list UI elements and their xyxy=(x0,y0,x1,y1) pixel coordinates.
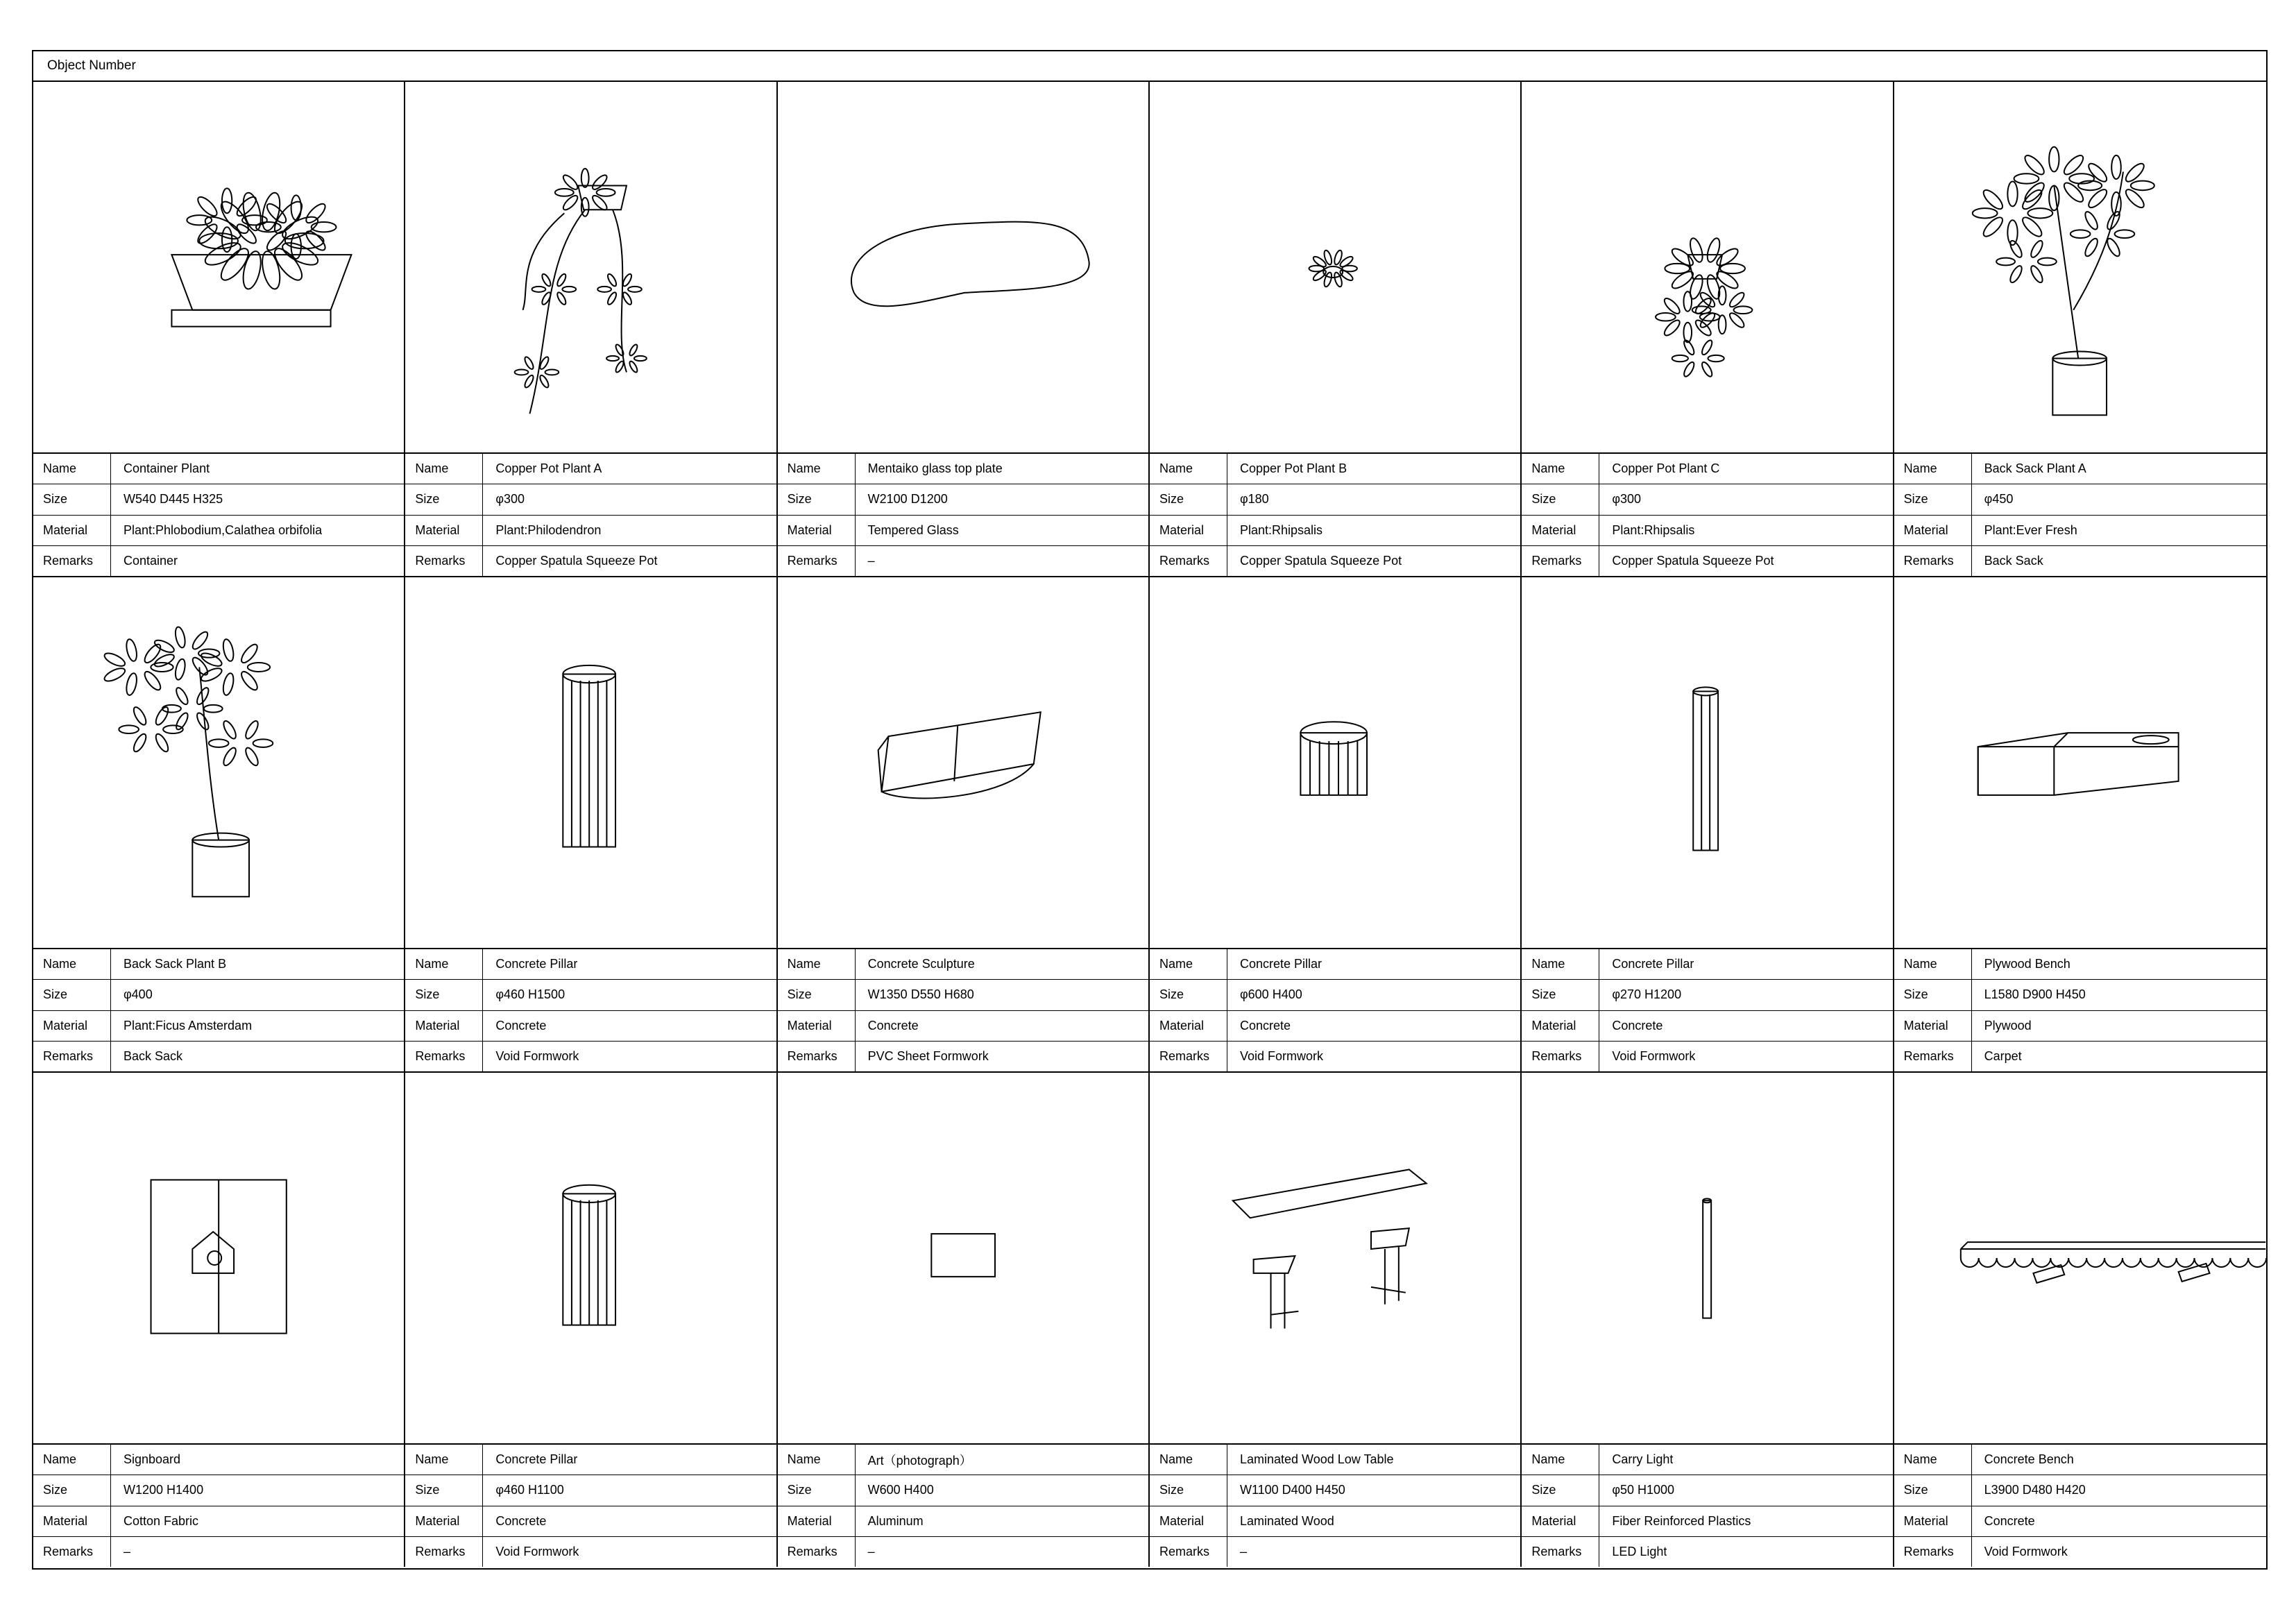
object-material: Plant:Phlobodium,Calathea orbifolia xyxy=(124,522,323,537)
object-remarks: LED Light xyxy=(1612,1544,1667,1558)
object-size: φ450 xyxy=(1984,492,2014,507)
photo-frame-icon xyxy=(778,1073,1148,1445)
plywood-bench-icon xyxy=(1894,577,2266,949)
size-row xyxy=(778,484,1148,515)
object-name: Mentaiko glass top plate xyxy=(867,461,1003,476)
object-size: L3900 D480 H420 xyxy=(1984,1483,2086,1497)
object-size: φ460 H1100 xyxy=(495,1483,564,1497)
object-remarks: Back Sack xyxy=(124,1048,183,1063)
size-row xyxy=(778,980,1148,1010)
object-material: Laminated Wood xyxy=(1239,1513,1334,1528)
object-material: Plywood xyxy=(1984,1018,2032,1033)
object-material: Plant:Ever Fresh xyxy=(1984,522,2077,537)
remarks-label: Remarks xyxy=(1150,1042,1227,1071)
name-label: Name xyxy=(1522,1445,1599,1475)
size-label: Size xyxy=(1894,484,1972,514)
material-row xyxy=(33,516,404,546)
remarks-row xyxy=(778,546,1148,576)
slim-pillar-icon-drawing xyxy=(1522,577,1892,948)
object-name: Copper Pot Plant C xyxy=(1612,461,1720,476)
size-row xyxy=(33,1475,404,1506)
material-row xyxy=(778,1011,1148,1042)
material-label: Material xyxy=(33,516,111,545)
name-row xyxy=(405,454,776,484)
material-label: Material xyxy=(33,1506,111,1536)
medium-fluted-pillar-icon-drawing xyxy=(405,1073,776,1443)
size-row xyxy=(1894,980,2266,1010)
material-label: Material xyxy=(1522,1506,1599,1536)
name-label: Name xyxy=(1150,1445,1227,1475)
object-remarks: Carpet xyxy=(1984,1048,2022,1063)
object-name: Back Sack Plant A xyxy=(1984,461,2086,476)
name-label: Name xyxy=(778,454,856,484)
name-row xyxy=(1522,949,1892,980)
name-label: Name xyxy=(778,1445,856,1475)
size-label: Size xyxy=(1522,1475,1599,1505)
object-size: φ600 H400 xyxy=(1239,987,1302,1002)
name-row xyxy=(778,454,1148,484)
remarks-row xyxy=(1894,1537,2266,1567)
size-label: Size xyxy=(1150,1475,1227,1505)
object-material: Plant:Rhipsalis xyxy=(1612,522,1695,537)
object-cell xyxy=(778,577,1150,1073)
object-cell xyxy=(33,82,405,577)
object-name: Concrete Pillar xyxy=(1612,957,1694,971)
object-cell xyxy=(1894,1073,2266,1567)
object-size: φ300 xyxy=(1612,492,1642,507)
material-row xyxy=(405,516,776,546)
remarks-label: Remarks xyxy=(405,1042,483,1071)
object-name: Container Plant xyxy=(124,461,210,476)
name-row xyxy=(405,1445,776,1475)
size-label: Size xyxy=(1150,980,1227,1010)
spec-table xyxy=(405,1445,776,1567)
spec-table xyxy=(1522,1445,1892,1567)
size-label: Size xyxy=(778,1475,856,1505)
material-row xyxy=(1522,1506,1892,1537)
hanging-plant-icon xyxy=(1522,82,1892,454)
name-row xyxy=(778,949,1148,980)
rod-light-icon-drawing xyxy=(1522,1073,1892,1443)
material-label: Material xyxy=(778,1011,856,1041)
name-label: Name xyxy=(778,949,856,979)
object-material: Cotton Fabric xyxy=(124,1513,199,1528)
tall-fluted-pillar-icon-drawing xyxy=(405,577,776,948)
material-row xyxy=(33,1506,404,1537)
object-remarks: – xyxy=(124,1544,131,1558)
name-row xyxy=(1522,1445,1892,1475)
name-row xyxy=(33,454,404,484)
signboard-icon xyxy=(33,1073,404,1445)
plywood-bench-icon-drawing xyxy=(1894,577,2266,948)
spec-table xyxy=(1894,949,2266,1071)
small-plant-icon-drawing xyxy=(1150,82,1520,452)
spec-table xyxy=(1522,949,1892,1071)
hanging-vine-plant-icon-drawing xyxy=(405,82,776,452)
potted-tree-icon-drawing xyxy=(1894,82,2266,452)
remarks-label: Remarks xyxy=(778,546,856,576)
object-cell xyxy=(1894,82,2266,577)
object-material: Concrete xyxy=(1612,1018,1663,1033)
name-label: Name xyxy=(405,1445,483,1475)
size-row xyxy=(1894,484,2266,515)
material-label: Material xyxy=(1150,516,1227,545)
spec-table xyxy=(1894,1445,2266,1567)
name-label: Name xyxy=(33,454,111,484)
size-row xyxy=(778,1475,1148,1506)
remarks-label: Remarks xyxy=(1894,1537,1972,1567)
size-label: Size xyxy=(33,484,111,514)
remarks-row xyxy=(33,1537,404,1567)
name-row xyxy=(778,1445,1148,1475)
name-label: Name xyxy=(1522,454,1599,484)
spec-table xyxy=(405,454,776,576)
spec-table xyxy=(33,949,404,1071)
size-row xyxy=(1522,980,1892,1010)
remarks-label: Remarks xyxy=(1150,1537,1227,1567)
remarks-row xyxy=(1894,546,2266,576)
remarks-row xyxy=(1150,1537,1520,1567)
object-size: W1350 D550 H680 xyxy=(867,987,974,1002)
object-material: Concrete xyxy=(1239,1018,1291,1033)
low-table-icon-drawing xyxy=(1150,1073,1520,1443)
remarks-row xyxy=(33,546,404,576)
material-label: Material xyxy=(405,1011,483,1041)
object-remarks: Void Formwork xyxy=(1984,1544,2068,1558)
name-label: Name xyxy=(1150,454,1227,484)
name-row xyxy=(33,949,404,980)
remarks-label: Remarks xyxy=(405,546,483,576)
material-row xyxy=(1150,1506,1520,1537)
size-row xyxy=(405,1475,776,1506)
object-cell xyxy=(405,1073,777,1567)
material-label: Material xyxy=(778,1506,856,1536)
remarks-row xyxy=(778,1537,1148,1567)
slim-pillar-icon xyxy=(1522,577,1892,949)
remarks-label: Remarks xyxy=(1894,1042,1972,1071)
spec-table xyxy=(1894,454,2266,576)
size-label: Size xyxy=(1522,980,1599,1010)
spec-table xyxy=(405,949,776,1071)
object-name: Plywood Bench xyxy=(1984,957,2070,971)
object-name: Concrete Pillar xyxy=(495,957,578,971)
object-name: Concrete Sculpture xyxy=(867,957,975,971)
name-label: Name xyxy=(1894,1445,1972,1475)
object-remarks: Void Formwork xyxy=(495,1544,579,1558)
object-cell xyxy=(33,577,405,1073)
spec-table xyxy=(33,454,404,576)
size-label: Size xyxy=(778,484,856,514)
object-size: W1100 D400 H450 xyxy=(1239,1483,1345,1497)
object-size: φ50 H1000 xyxy=(1612,1483,1675,1497)
size-row xyxy=(1522,1475,1892,1506)
name-label: Name xyxy=(1894,454,1972,484)
signboard-icon-drawing xyxy=(33,1073,404,1443)
size-row xyxy=(405,980,776,1010)
spec-table xyxy=(1150,454,1520,576)
object-material: Tempered Glass xyxy=(867,522,959,537)
ficus-tree-icon-drawing xyxy=(33,577,404,948)
name-row xyxy=(1150,454,1520,484)
object-size: W600 H400 xyxy=(867,1483,934,1497)
sheet-title: Object Number xyxy=(33,51,2266,82)
remarks-row xyxy=(405,1042,776,1071)
object-size: φ180 xyxy=(1239,492,1269,507)
name-label: Name xyxy=(33,1445,111,1475)
size-label: Size xyxy=(1894,980,1972,1010)
size-label: Size xyxy=(405,1475,483,1505)
spec-table xyxy=(33,1445,404,1567)
size-label: Size xyxy=(1150,484,1227,514)
remarks-label: Remarks xyxy=(33,546,111,576)
object-size: φ270 H1200 xyxy=(1612,987,1682,1002)
concrete-block-icon-drawing xyxy=(778,577,1148,948)
material-label: Material xyxy=(33,1011,111,1041)
remarks-row xyxy=(405,1537,776,1567)
object-cell xyxy=(405,577,777,1073)
remarks-row xyxy=(33,1042,404,1071)
object-name: Laminated Wood Low Table xyxy=(1239,1452,1394,1467)
glass-plate-icon-drawing xyxy=(778,82,1148,452)
remarks-row xyxy=(1522,1042,1892,1071)
remarks-row xyxy=(1522,1537,1892,1567)
object-size: W540 D445 H325 xyxy=(124,492,223,507)
tall-fluted-pillar-icon xyxy=(405,577,776,949)
object-cell xyxy=(33,1073,405,1567)
short-fluted-pillar-icon xyxy=(1150,577,1520,949)
remarks-label: Remarks xyxy=(33,1042,111,1071)
small-plant-icon xyxy=(1150,82,1520,454)
object-cell xyxy=(778,1073,1150,1567)
remarks-label: Remarks xyxy=(1150,546,1227,576)
object-name: Concrete Pillar xyxy=(1239,957,1323,971)
material-label: Material xyxy=(1150,1506,1227,1536)
spec-table xyxy=(778,1445,1148,1567)
concrete-bench-icon xyxy=(1894,1073,2266,1445)
object-cell xyxy=(405,82,777,577)
name-row xyxy=(1894,454,2266,484)
material-row xyxy=(1894,1506,2266,1537)
potted-tree-icon xyxy=(1894,82,2266,454)
name-row xyxy=(1894,949,2266,980)
hanging-vine-plant-icon xyxy=(405,82,776,454)
remarks-label: Remarks xyxy=(778,1042,856,1071)
object-cell xyxy=(1150,82,1522,577)
remarks-label: Remarks xyxy=(405,1537,483,1567)
size-label: Size xyxy=(405,980,483,1010)
size-row xyxy=(405,484,776,515)
concrete-block-icon xyxy=(778,577,1148,949)
object-material: Plant:Ficus Amsterdam xyxy=(124,1018,253,1033)
material-row xyxy=(778,516,1148,546)
material-row xyxy=(1522,516,1892,546)
spec-table xyxy=(1150,949,1520,1071)
object-remarks: Back Sack xyxy=(1984,553,2043,568)
object-cell xyxy=(1522,82,1894,577)
name-label: Name xyxy=(1894,949,1972,979)
material-label: Material xyxy=(778,516,856,545)
size-label: Size xyxy=(405,484,483,514)
size-label: Size xyxy=(1894,1475,1972,1505)
object-material: Plant:Philodendron xyxy=(495,522,602,537)
remarks-row xyxy=(778,1042,1148,1071)
name-label: Name xyxy=(1150,949,1227,979)
name-row xyxy=(405,949,776,980)
size-label: Size xyxy=(778,980,856,1010)
remarks-label: Remarks xyxy=(1894,546,1972,576)
short-fluted-pillar-icon-drawing xyxy=(1150,577,1520,948)
object-size: L1580 D900 H450 xyxy=(1984,987,2086,1002)
material-label: Material xyxy=(405,1506,483,1536)
object-cell xyxy=(1150,1073,1522,1567)
object-size: W2100 D1200 xyxy=(867,492,948,507)
material-row xyxy=(405,1011,776,1042)
object-name: Concrete Bench xyxy=(1984,1452,2074,1467)
object-name: Carry Light xyxy=(1612,1452,1674,1467)
glass-plate-icon xyxy=(778,82,1148,454)
material-row xyxy=(1522,1011,1892,1042)
material-label: Material xyxy=(405,516,483,545)
material-row xyxy=(1150,516,1520,546)
object-cell xyxy=(1894,577,2266,1073)
object-remarks: Void Formwork xyxy=(1612,1048,1696,1063)
spec-table xyxy=(778,949,1148,1071)
object-name: Signboard xyxy=(124,1452,181,1467)
object-material: Concrete xyxy=(867,1018,919,1033)
photo-frame-icon-drawing xyxy=(778,1073,1148,1443)
size-row xyxy=(1150,484,1520,515)
name-label: Name xyxy=(33,949,111,979)
object-material: Fiber Reinforced Plastics xyxy=(1612,1513,1751,1528)
material-row xyxy=(405,1506,776,1537)
material-label: Material xyxy=(1894,516,1972,545)
material-row xyxy=(1894,516,2266,546)
object-cell xyxy=(1522,577,1894,1073)
object-size: φ460 H1500 xyxy=(495,987,566,1002)
size-row xyxy=(33,484,404,515)
object-remarks: Container xyxy=(124,553,178,568)
object-remarks: – xyxy=(867,1544,875,1558)
object-material: Concrete xyxy=(1984,1513,2035,1528)
object-remarks: Copper Spatula Squeeze Pot xyxy=(1612,553,1774,568)
object-remarks: – xyxy=(867,553,875,568)
size-row xyxy=(1894,1475,2266,1506)
material-label: Material xyxy=(1522,1011,1599,1041)
name-row xyxy=(1150,1445,1520,1475)
spec-table xyxy=(1150,1445,1520,1567)
object-remarks: Void Formwork xyxy=(495,1048,579,1063)
hanging-plant-icon-drawing xyxy=(1522,82,1892,452)
object-remarks: Copper Spatula Squeeze Pot xyxy=(1239,553,1402,568)
name-label: Name xyxy=(1522,949,1599,979)
spec-table xyxy=(1522,454,1892,576)
object-name: Back Sack Plant B xyxy=(124,957,227,971)
material-label: Material xyxy=(1894,1506,1972,1536)
object-grid xyxy=(33,82,2266,1567)
container-plant-icon-drawing xyxy=(33,82,404,452)
object-name: Copper Pot Plant B xyxy=(1239,461,1347,476)
name-label: Name xyxy=(405,454,483,484)
remarks-label: Remarks xyxy=(33,1537,111,1567)
name-label: Name xyxy=(405,949,483,979)
object-cell xyxy=(778,82,1150,577)
size-row xyxy=(33,980,404,1010)
name-row xyxy=(1150,949,1520,980)
material-label: Material xyxy=(1894,1011,1972,1041)
name-row xyxy=(1522,454,1892,484)
remarks-row xyxy=(1894,1042,2266,1071)
object-cell xyxy=(1150,577,1522,1073)
size-label: Size xyxy=(33,980,111,1010)
material-label: Material xyxy=(1522,516,1599,545)
object-remarks: Copper Spatula Squeeze Pot xyxy=(495,553,658,568)
low-table-icon xyxy=(1150,1073,1520,1445)
object-name: Concrete Pillar xyxy=(495,1452,578,1467)
size-label: Size xyxy=(1522,484,1599,514)
object-remarks: PVC Sheet Formwork xyxy=(867,1048,989,1063)
remarks-row xyxy=(405,546,776,576)
medium-fluted-pillar-icon xyxy=(405,1073,776,1445)
remarks-label: Remarks xyxy=(1522,1042,1599,1071)
size-row xyxy=(1150,1475,1520,1506)
object-cell xyxy=(1522,1073,1894,1567)
remarks-label: Remarks xyxy=(1522,1537,1599,1567)
object-material: Concrete xyxy=(495,1018,547,1033)
size-label: Size xyxy=(33,1475,111,1505)
object-name: Copper Pot Plant A xyxy=(495,461,602,476)
material-label: Material xyxy=(1150,1011,1227,1041)
size-row xyxy=(1522,484,1892,515)
rod-light-icon xyxy=(1522,1073,1892,1445)
object-material: Concrete xyxy=(495,1513,547,1528)
object-remarks: – xyxy=(1239,1544,1247,1558)
container-plant-icon xyxy=(33,82,404,454)
name-row xyxy=(1894,1445,2266,1475)
object-name: Art（photograph） xyxy=(867,1453,972,1468)
object-size: φ400 xyxy=(124,987,153,1002)
object-material: Aluminum xyxy=(867,1513,924,1528)
remarks-row xyxy=(1522,546,1892,576)
object-schedule-sheet xyxy=(32,50,2268,1570)
material-row xyxy=(33,1011,404,1042)
concrete-bench-icon-drawing xyxy=(1894,1073,2266,1443)
object-remarks: Void Formwork xyxy=(1239,1048,1324,1063)
object-material: Plant:Rhipsalis xyxy=(1239,522,1323,537)
remarks-label: Remarks xyxy=(1522,546,1599,576)
spec-table xyxy=(778,454,1148,576)
remarks-label: Remarks xyxy=(778,1537,856,1567)
material-row xyxy=(778,1506,1148,1537)
remarks-row xyxy=(1150,1042,1520,1071)
object-size: W1200 H1400 xyxy=(124,1483,204,1497)
remarks-row xyxy=(1150,546,1520,576)
material-row xyxy=(1894,1011,2266,1042)
size-row xyxy=(1150,980,1520,1010)
object-size: φ300 xyxy=(495,492,525,507)
ficus-tree-icon xyxy=(33,577,404,949)
material-row xyxy=(1150,1011,1520,1042)
name-row xyxy=(33,1445,404,1475)
